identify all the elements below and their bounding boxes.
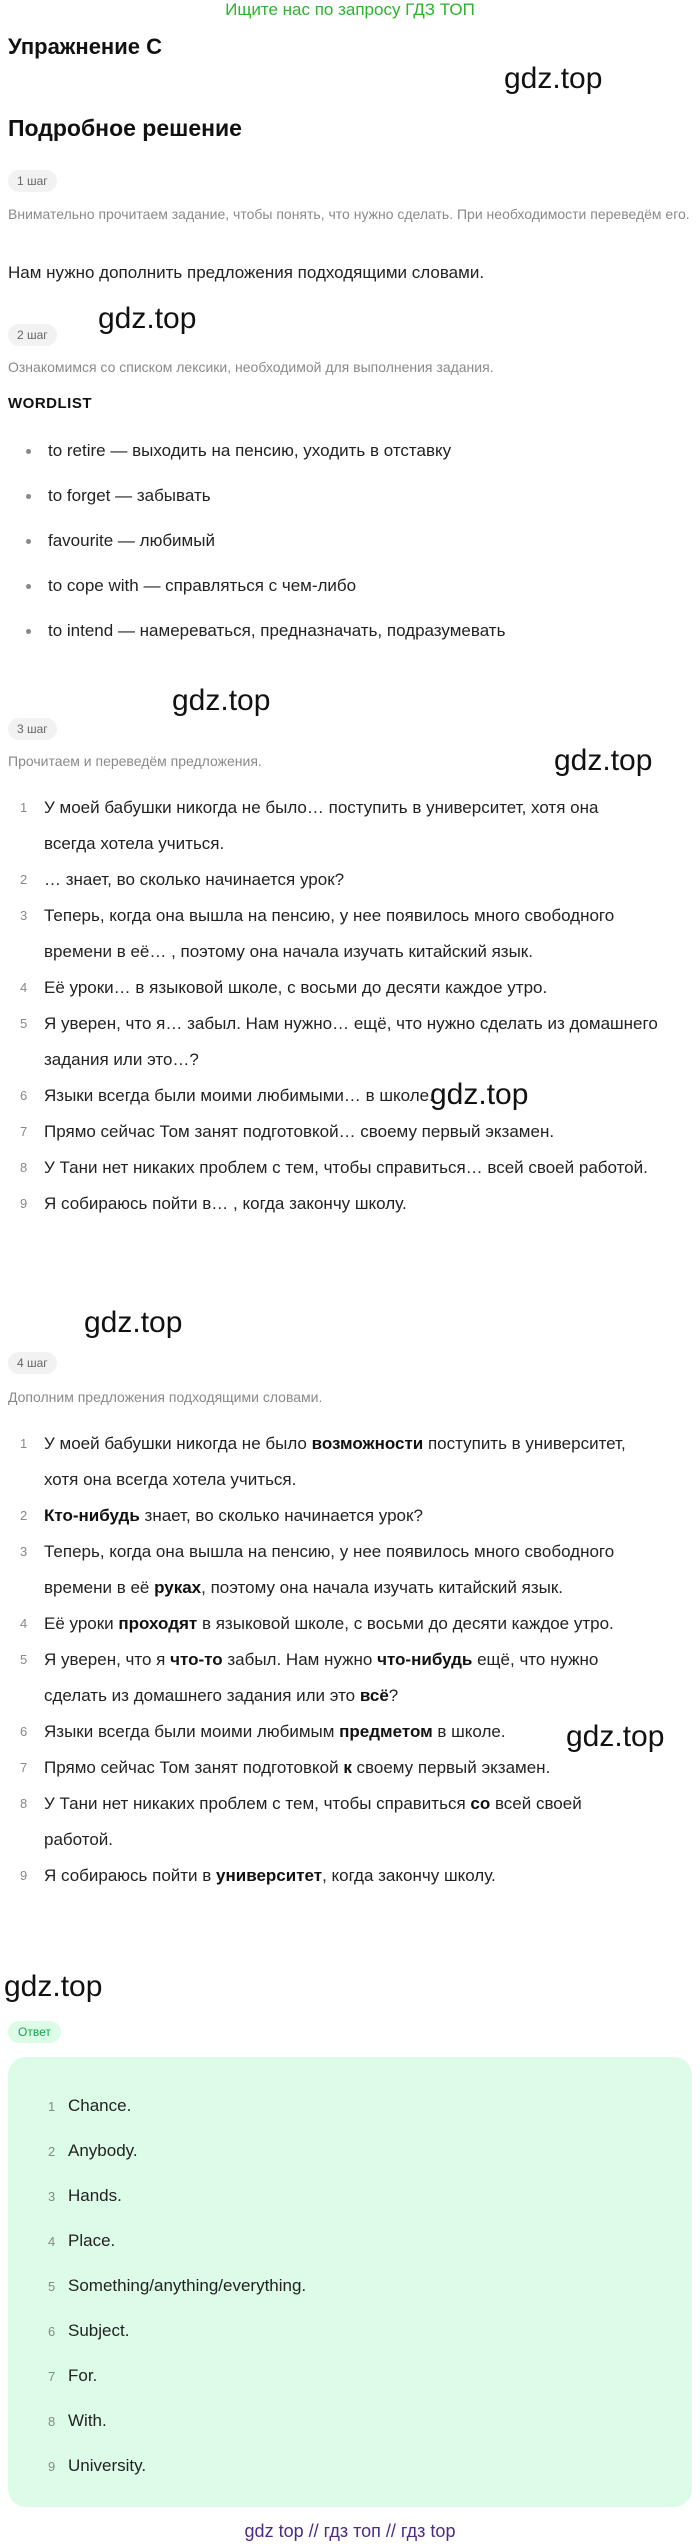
step-hint: Внимательно прочитаем задание, чтобы понять, что нужно сделать. При необходимости переведём его.: [8, 206, 690, 222]
list-item: 2 Кто-нибудь знает, во сколько начинается урок?: [20, 1506, 423, 1525]
list-item: 1 У моей бабушки никогда не было… поступить в университет, хотя она всегда хотела учиться.: [20, 798, 599, 853]
step-badge: 1 шаг: [8, 170, 57, 192]
watermark: gdz.top: [566, 1720, 665, 1753]
list-item: 6 Языки всегда были моими любимыми… в школе.: [20, 1086, 434, 1105]
list-item: 5 Я уверен, что я что-то забыл. Нам нужно что-нибудь ещё, что нужно сделать из домашнего задания или это всё?: [20, 1650, 599, 1705]
watermark: gdz.top: [554, 744, 653, 777]
answer-item: 9 University.: [48, 2456, 147, 2475]
wordlist-item: to retire — выходить на пенсию, уходить в отставку: [24, 440, 505, 485]
step-badge: 3 шаг: [8, 718, 57, 740]
sentence-list: [20, 790, 696, 1222]
answer-item: 4 Place.: [48, 2231, 116, 2250]
wordlist-item: to intend — намереваться, предназначать, подразумевать: [24, 620, 505, 665]
step-badge: 4 шаг: [8, 1352, 57, 1374]
answer-item: 8 With.: [48, 2411, 107, 2430]
section-title: Подробное решение: [8, 115, 242, 141]
list-item: 9 Я собираюсь пойти в… , когда закончу школу.: [20, 1194, 407, 1213]
step-hint: Дополним предложения подходящими словами.: [8, 1389, 323, 1405]
list-item: 1 У моей бабушки никогда не было возможности поступить в университет, хотя она всегда хотела учиться.: [20, 1434, 626, 1489]
answer-item: 2 Anybody.: [48, 2141, 138, 2160]
list-item: 4 Её уроки… в языковой школе, с восьми до десяти каждое утро.: [20, 978, 548, 997]
wordlist-item: favourite — любимый: [24, 530, 505, 575]
watermark: gdz.top: [504, 62, 603, 95]
page-title: Упражнение C: [8, 34, 162, 59]
list-item: 7 Прямо сейчас Том занят подготовкой… своему первый экзамен.: [20, 1122, 555, 1141]
list-item: 3 Теперь, когда она вышла на пенсию, у нее появилось много свободного времени в её руках, поэтому она начала изучать китайский язык.: [20, 1542, 615, 1597]
step-text: Нам нужно дополнить предложения подходящими словами.: [8, 263, 485, 282]
answer-item: 6 Subject.: [48, 2321, 130, 2340]
wordlist: [24, 440, 505, 665]
watermark: gdz.top: [84, 1306, 183, 1339]
answer-item: 5 Something/anything/everything.: [48, 2276, 307, 2295]
wordlist-heading: WORDLIST: [8, 395, 92, 412]
list-item: 7 Прямо сейчас Том занят подготовкой к своему первый экзамен.: [20, 1758, 551, 1777]
step-hint: Ознакомимся со списком лексики, необходимой для выполнения задания.: [8, 359, 494, 375]
list-item: 6 Языки всегда были моими любимым предметом в школе.: [20, 1722, 506, 1741]
search-banner[interactable]: Ищите нас по запросу ГДЗ ТОП: [225, 0, 475, 19]
watermark: gdz.top: [430, 1078, 529, 1111]
answer-sentence-list: [20, 1426, 696, 1894]
wordlist-item: to forget — забывать: [24, 485, 505, 530]
watermark: gdz.top: [172, 684, 271, 717]
list-item: 5 Я уверен, что я… забыл. Нам нужно… ещё, что нужно сделать из домашнего задания или это…?: [20, 1014, 658, 1069]
answer-item: 1 Chance.: [48, 2096, 132, 2115]
answer-item: 3 Hands.: [48, 2186, 122, 2205]
watermark: gdz.top: [4, 1970, 103, 2003]
answer-item: 7 For.: [48, 2366, 98, 2385]
watermark: gdz.top: [98, 302, 197, 335]
answer-list: [48, 2095, 306, 2500]
footer-links[interactable]: gdz top // гдз топ // гдз top: [244, 2521, 456, 2541]
list-item: 4 Её уроки проходят в языковой школе, с восьми до десяти каждое утро.: [20, 1614, 614, 1633]
list-item: 8 У Тани нет никаких проблем с тем, чтобы справиться со всей своей работой.: [20, 1794, 582, 1849]
list-item: 3 Теперь, когда она вышла на пенсию, у нее появилось много свободного времени в её… , поэтому она начала изучать китайский язык.: [20, 906, 615, 961]
answer-badge: Ответ: [8, 2021, 61, 2043]
step-badge: 2 шаг: [8, 324, 57, 346]
list-item: 2 … знает, во сколько начинается урок?: [20, 870, 345, 889]
step-hint: Прочитаем и переведём предложения.: [8, 753, 262, 769]
list-item: 9 Я собираюсь пойти в университет, когда закончу школу.: [20, 1866, 496, 1885]
list-item: 8 У Тани нет никаких проблем с тем, чтобы справиться… всей своей работой.: [20, 1158, 648, 1177]
wordlist-item: to cope with — справляться с чем-либо: [24, 575, 505, 620]
